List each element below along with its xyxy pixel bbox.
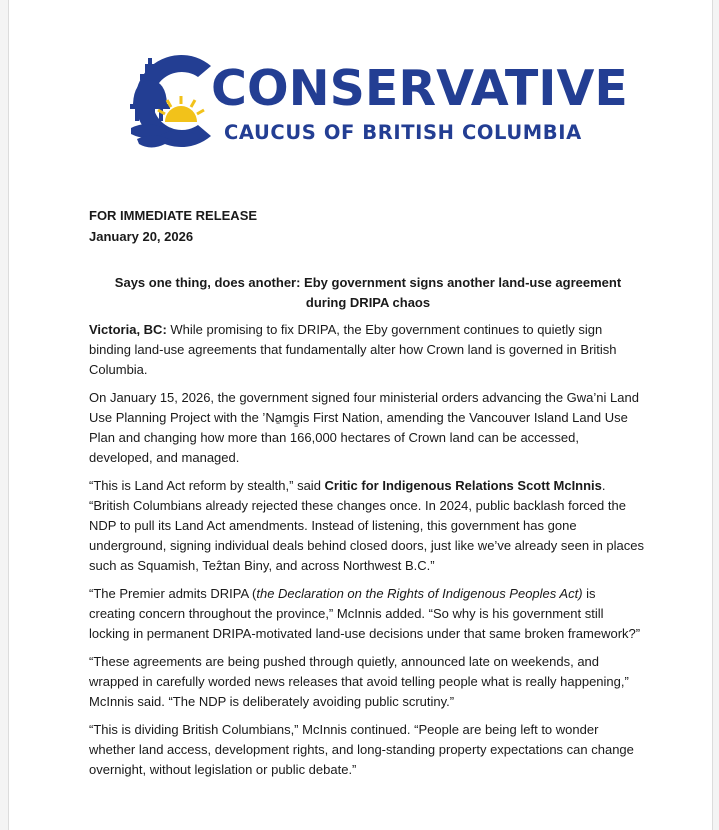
logo-title: CONSERVATIVE [211, 60, 628, 117]
headline-line-2: during DRIPA chaos [305, 295, 431, 310]
critic-title: Critic for Indigenous Relations Scott McInnis [324, 478, 602, 493]
logo-subtitle: CAUCUS OF BRITISH COLUMBIA [224, 121, 582, 144]
release-date: January 20, 2026 [89, 229, 194, 244]
release-block [89, 205, 257, 247]
headline-line-1: Says one thing, does another: Eby government signs another land-use agreement [114, 275, 622, 290]
paragraph-5: “These agreements are being pushed through quietly, announced late on weekends, and wrapped in carefully worded news releases that avoid telling people what is really happening,” McInnis said. “The NDP is deliberately avoiding public scrutiny.” [89, 654, 629, 709]
paragraph-3-lead: “This is Land Act reform by stealth,” said [89, 478, 325, 493]
paragraph-6: “This is dividing British Columbians,” McInnis continued. “People are being left to wonder whether land access, development rights, and long-standing property expectations can change overnight, without legislation or public debate.” [89, 722, 634, 777]
paragraph-1-text: While promising to fix DRIPA, the Eby government continues to quietly sign binding land-use agreements that fundamentally alter how Crown land is governed in British Columbia. [89, 322, 617, 377]
dateline: Victoria, BC: [89, 322, 167, 337]
legislature-dome-logo-icon [125, 48, 221, 154]
act-name: the Declaration on the Rights of Indigenous Peoples Act) [256, 586, 583, 601]
headline [89, 273, 647, 313]
press-release-page [8, 0, 713, 830]
release-label: FOR IMMEDIATE RELEASE [89, 208, 258, 223]
paragraph-3 [89, 476, 644, 576]
paragraph-4 [89, 584, 644, 644]
caucus-logo [125, 48, 628, 158]
paragraph-3-rest: . “British Columbians already rejected these changes once. In 2024, public backlash forced the NDP to pull its Land Act amendments. Instead of listening, this government has gone underground, signing individual deals behind closed doors, just like we’ve already seen in places such as Squamish, Teẑtan Biny, and across Northwest B.C.” [89, 478, 645, 573]
paragraph-4-lead: “The Premier admits DRIPA ( [89, 586, 257, 601]
release-body [89, 320, 644, 788]
paragraph-4-rest: is creating concern throughout the province,” McInnis added. “So why is his government still locking in permanent DRIPA-motivated land-use decisions under that same broken framework?” [89, 586, 641, 641]
paragraph-2: On January 15, 2026, the government signed four ministerial orders advancing the Gwa’ni Land Use Planning Project with the ’Na̱mg̱is First Nation, amending the Vancouver Island Land Use Plan and changing how more than 166,000 hectares of Crown land can be accessed, developed, and managed. [89, 390, 639, 465]
paragraph-1 [89, 320, 644, 380]
